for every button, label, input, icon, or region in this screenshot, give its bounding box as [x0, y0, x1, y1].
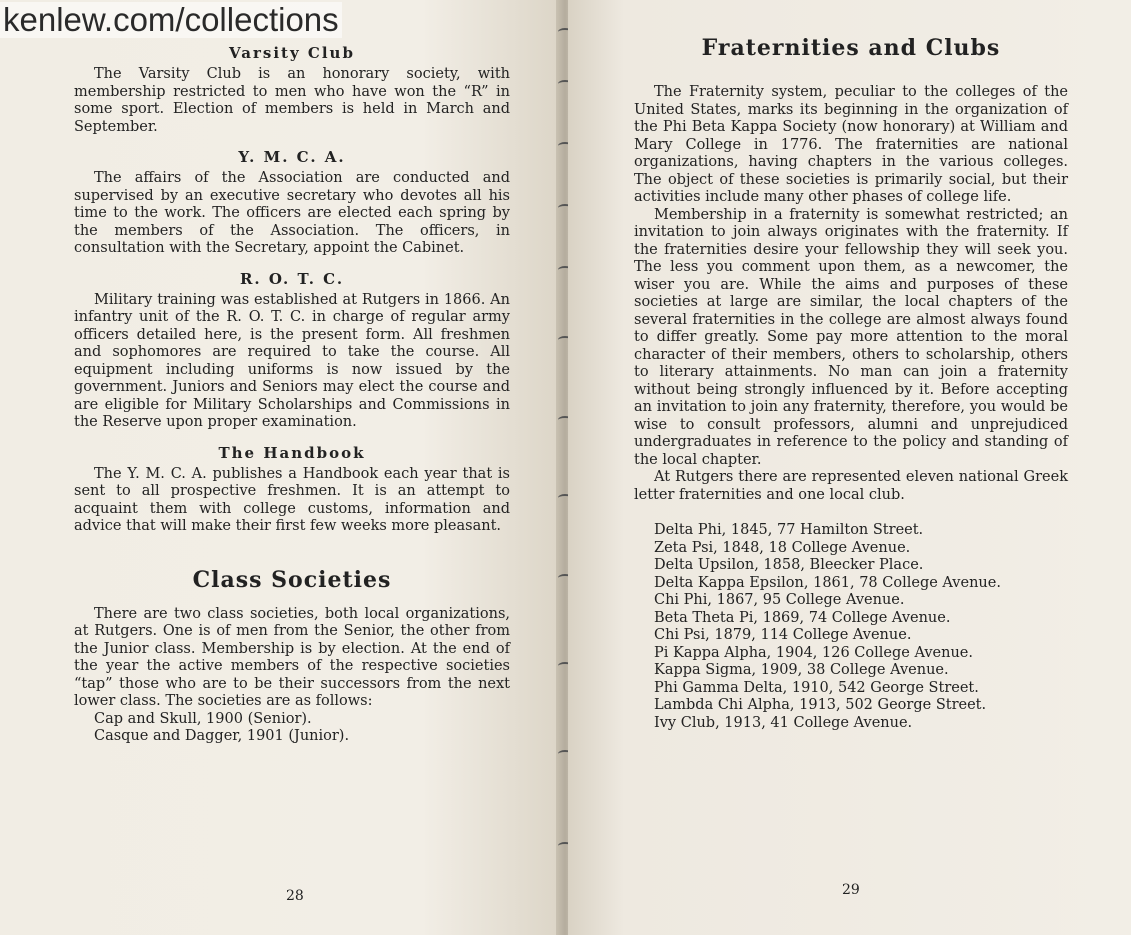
class-society-item: Cap and Skull, 1900 (Senior).	[94, 710, 312, 727]
watermark-text: kenlew.com/collections	[0, 2, 342, 38]
left-column	[74, 44, 510, 746]
fraternity-item: Beta Theta Pi, 1869, 74 College Avenue.	[654, 609, 951, 626]
page-number-left: 28	[286, 888, 304, 904]
class-society-item: Casque and Dagger, 1901 (Junior).	[94, 728, 350, 744]
fraternity-paragraph: Membership in a fraternity is somewhat restricted; an invitation to join always originates with the fraternity. If the fraternities desire your fellowship they will seek you. The less you comment upon them, as a newcomer, the wiser you are. While the aims and purposes of these societies at large are similar, the local chapters of the several fraternities in the college are almost always found to differ greatly. Some pay more attention to the moral character of their members, others to scholarship, others to literary attainments. No man can join a fraternity without being strongly influenced by it. Before accepting an invitation to join any fraternity, therefore, you would be wise to consult professors, alumni and unprejudiced undergraduates in reference to the policy and standing of the local chapter.	[634, 206, 1068, 468]
handbook-heading: The Handbook	[218, 443, 366, 462]
fraternity-item: Chi Phi, 1867, 95 College Avenue.	[654, 592, 905, 608]
varsity-club-heading: Varsity Club	[229, 44, 355, 62]
fraternity-item: Lambda Chi Alpha, 1913, 502 George Street.	[654, 697, 987, 713]
fraternity-item: Zeta Psi, 1848, 18 College Avenue.	[654, 539, 911, 556]
fraternity-item: Ivy Club, 1913, 41 College Avenue.	[654, 714, 913, 731]
class-societies-title: Class Societies	[192, 566, 392, 593]
ymca-heading: Y. M. C. A.	[238, 148, 346, 166]
fraternity-item: Pi Kappa Alpha, 1904, 126 College Avenue.	[654, 644, 973, 661]
fraternity-paragraph: At Rutgers there are represented eleven national Greek letter fraternities and one local club.	[634, 469, 1068, 503]
fraternity-item: Delta Phi, 1845, 77 Hamilton Street.	[654, 522, 924, 538]
fraternity-list	[634, 522, 1068, 732]
fraternity-item: Delta Kappa Epsilon, 1861, 78 College Avenue.	[654, 574, 1001, 591]
fraternity-item: Delta Upsilon, 1858, Bleecker Place.	[654, 557, 924, 573]
varsity-club-text: The Varsity Club is an honorary society, with membership restricted to men who have won the “R” in some sport. Election of members is held in March and September.	[74, 66, 510, 135]
fraternity-item: Phi Gamma Delta, 1910, 542 George Street.	[654, 679, 979, 696]
left-page	[0, 0, 562, 935]
class-societies-text: There are two class societies, both local organizations, at Rutgers. One is of men from the Senior, the other from the Junior class. Membership is by election. At the end of the year the active members of the respective societies “tap” those who are to be their successors from the next lower class. The societies are as follows:	[74, 605, 510, 709]
fraternity-paragraph: The Fraternity system, peculiar to the colleges of the United States, marks its beginning in the organization of the Phi Beta Kappa Society (now honorary) at William and Mary College in 1776. The fraternities are national organizations, having chapters in the various colleges. The object of these societies is primarily social, but their activities include many other phases of college life.	[634, 84, 1068, 205]
right-page	[568, 0, 1131, 935]
fraternities-title: Fraternities and Clubs	[701, 35, 1001, 61]
fraternity-item: Kappa Sigma, 1909, 38 College Avenue.	[654, 662, 949, 678]
ymca-text: The affairs of the Association are conducted and supervised by an executive secretary who devotes all his time to the work. The officers are elected each spring by the members of the Association. The officers, in consultation with the Secretary, appoint the Cabinet.	[74, 170, 510, 256]
handbook-text: The Y. M. C. A. publishes a Handbook each year that is sent to all prospective freshmen. It is an attempt to acquaint them with college customs, information and advice that will make their first few weeks more pleasant.	[74, 465, 510, 534]
rotc-heading: R. O. T. C.	[239, 269, 345, 288]
page-number-right: 29	[842, 882, 860, 898]
right-column	[634, 34, 1068, 732]
rotc-text: Military training was established at Rutgers in 1866. An infantry unit of the R. O. T. C. in charge of regular army officers detailed here, is the present form. All freshmen and sophomores are required to take the course. All equipment including uniforms is now issued by the government. Juniors and Seniors may elect the course and are eligible for Military Scholarships and Commissions in the Reserve upon proper examination.	[74, 291, 510, 430]
fraternity-item: Chi Psi, 1879, 114 College Avenue.	[654, 627, 912, 643]
